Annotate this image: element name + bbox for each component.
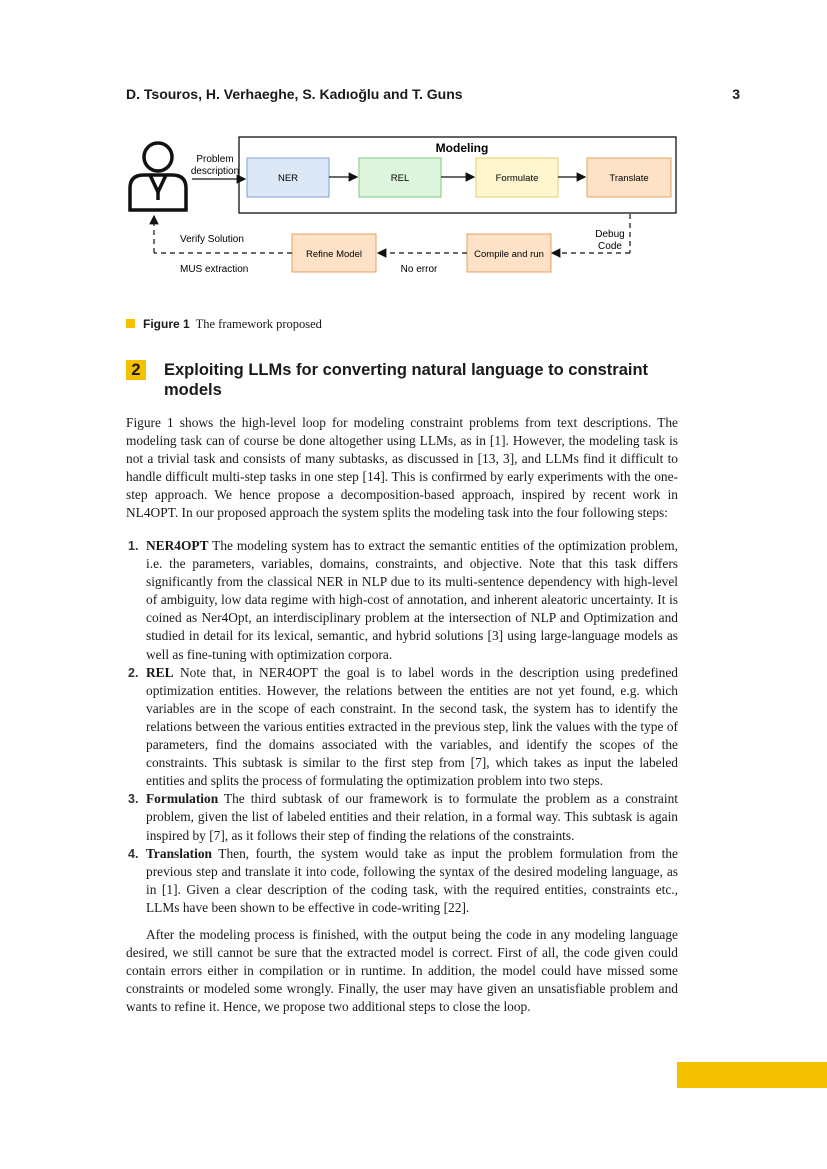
- modeling-title: Modeling: [435, 141, 489, 155]
- list-item: [126, 537, 678, 664]
- refine-label: Refine Model: [306, 249, 362, 260]
- step-number: 3.: [128, 792, 139, 807]
- rel-label: REL: [390, 173, 410, 184]
- step-text: The modeling system has to extract the semantic entities of the optimization problem, i.e. the parameters, variables, domains, constraints, and objective. Note that this task differs significantly from the classical NER in NLP due to its multi-sentence dependency with high-level of ambiguity, low data regime with high-cost of annotation, and inherent aleatoric uncertainty. It is coined as Ner4Opt, an interdisciplinary problem at the intersection of NLP and Optimization and studied in detail for its lexical, semantic, and hybrid solutions [3] using large-language models as well as fine-tuning with optimization corpora.: [146, 538, 678, 662]
- closing-paragraph: After the modeling process is finished, with the output being the code in any modeling language desired, we still cannot be sure that the extracted model is correct. First of all, the code given could contain errors either in compilation or in runtime. In addition, the model could have missed some constraints or modeled some wrongly. Finally, the user may have given an unsatisfiable problem and wants to refine it. Hence, we propose two additional steps to close the loop.: [126, 927, 678, 1015]
- figure-caption: [126, 317, 322, 332]
- verify-label: Verify Solution: [180, 234, 244, 245]
- caption-label: Figure 1: [143, 317, 190, 331]
- ner-label: NER: [277, 173, 299, 184]
- section-heading: [126, 360, 686, 400]
- list-item: [126, 790, 678, 844]
- step-number: 1.: [128, 539, 139, 553]
- caption-text: The framework proposed: [195, 317, 322, 331]
- running-header: [126, 86, 740, 102]
- step-text: The third subtask of our framework is to formulate the problem as a constraint problem, given the list of labeled entities and their relation, in a formal way. This subtask is again inspired by [7], as it follows their step of finding the relations of the constraints.: [146, 791, 678, 843]
- debug-label-2: Code: [598, 241, 622, 252]
- section-number: 2: [126, 360, 146, 380]
- mus-label: MUS extraction: [180, 264, 249, 275]
- page-number: 3: [732, 86, 740, 102]
- step-term: Formulation: [146, 791, 219, 807]
- no-error-label: No error: [400, 264, 438, 275]
- header-authors: D. Tsouros, H. Verhaeghe, S. Kadıoğlu and T. Guns: [126, 86, 463, 102]
- step-term: NER4OPT: [146, 538, 209, 553]
- step-text: Note that, in NER4OPT the goal is to label words in the description using predefined optimization entities. However, the relations between the entities are not yet found, e.g. which variables are in the scope of each constraint. In the second task, the system has to identify the relations between the various entities extracted in the previous step, link the values with the type of parameters, find the domains associated with the variables, and identify the scopes of the constraints. This subtask is similar to the first step from [7], which takes as input the labeled entities and splits the process of formulating the optimization problem into two steps.: [146, 664, 678, 789]
- translate-label: Translate: [609, 173, 649, 184]
- list-item: [126, 845, 678, 917]
- intro-paragraph: Figure 1 shows the high-level loop for modeling constraint problems from text descriptions. The modeling task can of course be done altogether using LLMs, as in [1]. However, the modeling task is not a trivial task and consists of many subtasks, as discussed in [13, 3], and LLMs find it difficult to handle difficult multi-step tasks in one step [14]. This is confirmed by early experiments with the one-step approach. We hence propose a decomposition-based approach, inspired by recent work in NL4OPT. In our proposed approach the system splits the modeling task into the four following steps:: [126, 415, 678, 521]
- section-title: Exploiting LLMs for converting natural language to constraint models: [164, 361, 649, 399]
- list-item: [126, 664, 678, 791]
- step-text: Then, fourth, the system would take as input the problem formulation from the previous step and translate it into code, following the syntax of the desired modeling language, as in [1]. Given a clear description of the coding task, with the required entities, constraints etc., LLMs have been shown to be effective in code-writing [22].: [146, 845, 678, 915]
- framework-figure: [120, 130, 680, 280]
- step-number: 2.: [128, 665, 139, 680]
- debug-label-1: Debug: [595, 229, 625, 240]
- steps-list: [126, 537, 678, 917]
- step-term: Translation: [146, 845, 212, 861]
- compile-label: Compile and run: [474, 249, 544, 260]
- page-edge-band: [677, 1062, 827, 1088]
- caption-marker: [126, 319, 135, 328]
- formulate-label: Formulate: [495, 173, 539, 184]
- step-term: REL: [146, 664, 174, 680]
- step-number: 4.: [128, 846, 139, 861]
- user-icon: [130, 143, 186, 210]
- problem-label-1: Problem: [196, 154, 234, 165]
- problem-label-2: description: [190, 166, 240, 177]
